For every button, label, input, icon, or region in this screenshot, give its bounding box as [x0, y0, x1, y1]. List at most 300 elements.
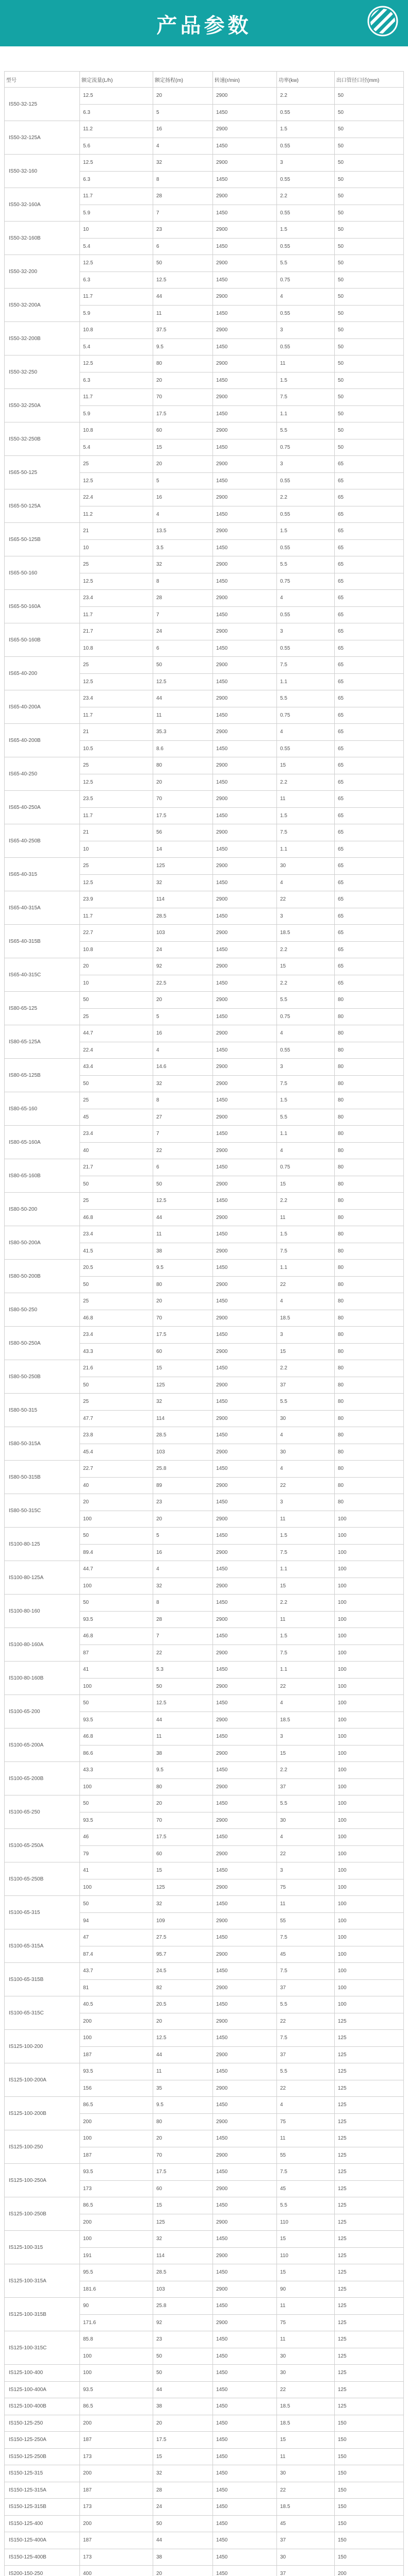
- value-cell: 41: [80, 1662, 153, 1679]
- table-row: [5, 1494, 404, 1511]
- value-cell: 46.8: [80, 1628, 153, 1645]
- value-cell: 80: [335, 1042, 404, 1059]
- value-cell: 1450: [213, 908, 277, 925]
- value-cell: 20: [153, 2013, 213, 2030]
- value-cell: 4: [277, 2097, 335, 2114]
- value-cell: 171.6: [80, 2314, 153, 2331]
- value-cell: 2900: [213, 824, 277, 841]
- model-cell: IS80-50-315C: [5, 1494, 80, 1528]
- value-cell: 11.7: [80, 289, 153, 306]
- value-cell: 12.5: [80, 88, 153, 105]
- value-cell: 7: [153, 606, 213, 623]
- value-cell: 100: [335, 1996, 404, 2013]
- value-cell: 100: [335, 1528, 404, 1545]
- value-cell: 1450: [213, 338, 277, 355]
- value-cell: 5.5: [277, 255, 335, 272]
- column-header: 出口管径口径(mm): [335, 72, 404, 88]
- value-cell: 38: [153, 1745, 213, 1762]
- model-cell: IS65-40-315C: [5, 958, 80, 992]
- value-cell: 8.6: [153, 740, 213, 757]
- value-cell: 2900: [213, 2113, 277, 2130]
- table-row: [5, 791, 404, 808]
- value-cell: 2900: [213, 1343, 277, 1360]
- value-cell: 2900: [213, 255, 277, 272]
- value-cell: 50: [335, 289, 404, 306]
- value-cell: 89.4: [80, 1544, 153, 1561]
- value-cell: 173: [80, 2448, 153, 2465]
- value-cell: 50: [335, 138, 404, 155]
- value-cell: 125: [335, 2214, 404, 2231]
- value-cell: 1450: [213, 2566, 277, 2576]
- value-cell: 45: [80, 1109, 153, 1126]
- page-header: [0, 0, 408, 46]
- model-cell: IS50-32-200A: [5, 289, 80, 322]
- model-cell: IS80-50-315A: [5, 1427, 80, 1461]
- value-cell: 7: [153, 1126, 213, 1143]
- value-cell: 11: [277, 2298, 335, 2315]
- table-row: [5, 2130, 404, 2147]
- value-cell: 12.5: [80, 255, 153, 272]
- value-cell: 1.1: [277, 405, 335, 422]
- table-row: [5, 2231, 404, 2248]
- value-cell: 1450: [213, 1762, 277, 1779]
- value-cell: 12.5: [80, 355, 153, 372]
- value-cell: 1450: [213, 2465, 277, 2482]
- table-header-row: [5, 72, 404, 88]
- value-cell: 80: [335, 1243, 404, 1260]
- value-cell: 20: [153, 88, 213, 105]
- value-cell: 80: [335, 1075, 404, 1092]
- value-cell: 23: [153, 1494, 213, 1511]
- value-cell: 100: [335, 1979, 404, 1996]
- model-cell: IS125-100-400A: [5, 2381, 80, 2398]
- value-cell: 35: [153, 2080, 213, 2097]
- value-cell: 65: [335, 975, 404, 992]
- table-row: [5, 1561, 404, 1578]
- value-cell: 7.5: [277, 1929, 335, 1946]
- value-cell: 43.4: [80, 1059, 153, 1076]
- model-cell: IS150-125-250A: [5, 2432, 80, 2449]
- value-cell: 11.7: [80, 389, 153, 406]
- value-cell: 103: [153, 1444, 213, 1461]
- value-cell: 125: [335, 2298, 404, 2315]
- model-cell: IS65-40-200: [5, 657, 80, 690]
- value-cell: 2900: [213, 1209, 277, 1226]
- value-cell: 56: [153, 824, 213, 841]
- table-row: [5, 456, 404, 473]
- value-cell: 44: [153, 2532, 213, 2549]
- value-cell: 2900: [213, 891, 277, 908]
- value-cell: 125: [153, 1879, 213, 1896]
- value-cell: 1.1: [277, 673, 335, 690]
- value-cell: 50: [153, 255, 213, 272]
- value-cell: 2900: [213, 2180, 277, 2197]
- value-cell: 65: [335, 807, 404, 824]
- table-row: [5, 88, 404, 105]
- model-cell: IS125-100-315A: [5, 2264, 80, 2298]
- value-cell: 17.5: [153, 405, 213, 422]
- value-cell: 114: [153, 891, 213, 908]
- model-cell: IS80-65-125: [5, 992, 80, 1025]
- table-row: [5, 1126, 404, 1143]
- value-cell: 5.3: [153, 1662, 213, 1679]
- value-cell: 3: [277, 1862, 335, 1879]
- value-cell: 0.75: [277, 439, 335, 456]
- value-cell: 1450: [213, 238, 277, 255]
- value-cell: 95.7: [153, 1946, 213, 1963]
- value-cell: 125: [153, 858, 213, 875]
- value-cell: 2900: [213, 2013, 277, 2030]
- value-cell: 2900: [213, 389, 277, 406]
- model-cell: IS80-50-250A: [5, 1327, 80, 1360]
- model-cell: IS50-32-160A: [5, 188, 80, 222]
- value-cell: 93.5: [80, 1711, 153, 1728]
- value-cell: 38: [153, 2549, 213, 2566]
- value-cell: 20: [80, 1494, 153, 1511]
- value-cell: 25: [80, 456, 153, 473]
- value-cell: 50: [335, 88, 404, 105]
- value-cell: 12.5: [153, 1695, 213, 1712]
- value-cell: 80: [335, 1059, 404, 1076]
- value-cell: 23.5: [80, 791, 153, 808]
- value-cell: 5.5: [277, 992, 335, 1009]
- value-cell: 32: [153, 2465, 213, 2482]
- value-cell: 43.7: [80, 1963, 153, 1980]
- value-cell: 2900: [213, 2147, 277, 2164]
- value-cell: 2.2: [277, 1193, 335, 1210]
- value-cell: 65: [335, 539, 404, 556]
- value-cell: 2900: [213, 657, 277, 674]
- value-cell: 70: [153, 1310, 213, 1327]
- model-cell: IS100-65-250: [5, 1795, 80, 1829]
- value-cell: 2900: [213, 1025, 277, 1042]
- table-row: [5, 1728, 404, 1745]
- value-cell: 47.7: [80, 1410, 153, 1427]
- value-cell: 80: [335, 1410, 404, 1427]
- value-cell: 1450: [213, 573, 277, 590]
- value-cell: 1450: [213, 1963, 277, 1980]
- value-cell: 2900: [213, 422, 277, 439]
- value-cell: 80: [335, 1209, 404, 1226]
- value-cell: 5.9: [80, 305, 153, 322]
- model-cell: IS65-40-250A: [5, 791, 80, 824]
- value-cell: 1.5: [277, 523, 335, 540]
- value-cell: 110: [277, 2247, 335, 2264]
- value-cell: 93.5: [80, 2381, 153, 2398]
- model-cell: IS50-32-250A: [5, 389, 80, 422]
- value-cell: 1450: [213, 1360, 277, 1377]
- value-cell: 1450: [213, 975, 277, 992]
- value-cell: 1450: [213, 2549, 277, 2566]
- model-cell: IS125-100-315C: [5, 2331, 80, 2365]
- value-cell: 1450: [213, 2331, 277, 2348]
- value-cell: 2900: [213, 88, 277, 105]
- value-cell: 94: [80, 1912, 153, 1929]
- value-cell: 2900: [213, 2214, 277, 2231]
- value-cell: 75: [277, 2314, 335, 2331]
- value-cell: 50: [335, 338, 404, 355]
- value-cell: 1450: [213, 405, 277, 422]
- model-cell: IS65-40-315A: [5, 891, 80, 925]
- value-cell: 2900: [213, 188, 277, 205]
- value-cell: 30: [277, 858, 335, 875]
- value-cell: 87: [80, 1645, 153, 1662]
- value-cell: 80: [153, 1778, 213, 1795]
- value-cell: 1450: [213, 104, 277, 121]
- value-cell: 50: [153, 2365, 213, 2382]
- value-cell: 1.1: [277, 841, 335, 858]
- model-cell: IS125-100-315: [5, 2231, 80, 2264]
- value-cell: 11: [277, 2331, 335, 2348]
- value-cell: 21.6: [80, 1360, 153, 1377]
- value-cell: 6: [153, 238, 213, 255]
- value-cell: 21: [80, 824, 153, 841]
- value-cell: 0.75: [277, 1008, 335, 1025]
- value-cell: 40.5: [80, 1996, 153, 2013]
- value-cell: 100: [335, 1611, 404, 1628]
- model-cell: IS100-65-315A: [5, 1929, 80, 1963]
- value-cell: 25: [80, 657, 153, 674]
- value-cell: 200: [80, 2013, 153, 2030]
- model-cell: IS80-65-160: [5, 1092, 80, 1126]
- value-cell: 37: [277, 1778, 335, 1795]
- value-cell: 100: [335, 1628, 404, 1645]
- column-header: 转速(r/min): [213, 72, 277, 88]
- value-cell: 18.5: [277, 2499, 335, 2516]
- value-cell: 150: [335, 2432, 404, 2449]
- value-cell: 15: [153, 439, 213, 456]
- value-cell: 65: [335, 506, 404, 523]
- value-cell: 1450: [213, 2515, 277, 2532]
- value-cell: 125: [335, 2030, 404, 2047]
- value-cell: 80: [153, 355, 213, 372]
- table-row: [5, 724, 404, 741]
- value-cell: 18.5: [277, 2415, 335, 2432]
- value-cell: 114: [153, 2247, 213, 2264]
- value-cell: 37: [277, 2046, 335, 2063]
- value-cell: 80: [335, 1126, 404, 1143]
- value-cell: 1450: [213, 2415, 277, 2432]
- value-cell: 100: [335, 1745, 404, 1762]
- value-cell: 50: [80, 1075, 153, 1092]
- model-cell: IS80-50-315: [5, 1394, 80, 1427]
- value-cell: 1450: [213, 2432, 277, 2449]
- value-cell: 6: [153, 640, 213, 657]
- value-cell: 65: [335, 891, 404, 908]
- value-cell: 11: [277, 791, 335, 808]
- value-cell: 1450: [213, 205, 277, 222]
- table-row: [5, 657, 404, 674]
- value-cell: 17.5: [153, 2164, 213, 2181]
- value-cell: 3: [277, 155, 335, 172]
- model-cell: IS50-32-160: [5, 155, 80, 188]
- value-cell: 95.5: [80, 2264, 153, 2281]
- value-cell: 1450: [213, 807, 277, 824]
- value-cell: 7.5: [277, 1645, 335, 1662]
- value-cell: 82: [153, 1979, 213, 1996]
- value-cell: 1.5: [277, 222, 335, 239]
- table-row: [5, 2197, 404, 2214]
- model-cell: IS65-50-125B: [5, 523, 80, 556]
- value-cell: 93.5: [80, 2164, 153, 2181]
- table-row: [5, 2331, 404, 2348]
- value-cell: 18.5: [277, 925, 335, 942]
- value-cell: 17.5: [153, 2432, 213, 2449]
- value-cell: 37: [277, 1377, 335, 1394]
- value-cell: 100: [80, 1778, 153, 1795]
- value-cell: 5.5: [277, 2063, 335, 2080]
- value-cell: 1450: [213, 1862, 277, 1879]
- table-row: [5, 2499, 404, 2516]
- value-cell: 40: [80, 1142, 153, 1159]
- value-cell: 125: [335, 2080, 404, 2097]
- value-cell: 50: [335, 171, 404, 188]
- model-cell: IS100-65-250A: [5, 1829, 80, 1862]
- value-cell: 10: [80, 975, 153, 992]
- value-cell: 100: [335, 1578, 404, 1595]
- value-cell: 8: [153, 1092, 213, 1109]
- value-cell: 17.5: [153, 1829, 213, 1846]
- value-cell: 1450: [213, 1929, 277, 1946]
- value-cell: 125: [335, 2130, 404, 2147]
- table-row: [5, 422, 404, 439]
- value-cell: 25.8: [153, 2298, 213, 2315]
- value-cell: 22: [277, 1678, 335, 1695]
- value-cell: 24: [153, 2499, 213, 2516]
- value-cell: 65: [335, 757, 404, 774]
- value-cell: 125: [335, 2247, 404, 2264]
- value-cell: 12.5: [80, 774, 153, 791]
- value-cell: 44: [153, 289, 213, 306]
- value-cell: 65: [335, 707, 404, 724]
- value-cell: 80: [335, 1276, 404, 1293]
- value-cell: 50: [153, 2348, 213, 2365]
- value-cell: 2.2: [277, 188, 335, 205]
- value-cell: 55: [277, 1912, 335, 1929]
- value-cell: 1450: [213, 874, 277, 891]
- value-cell: 22: [277, 2381, 335, 2398]
- value-cell: 1450: [213, 1226, 277, 1243]
- column-header: 额定流量(L/h): [80, 72, 153, 88]
- table-row: [5, 155, 404, 172]
- value-cell: 1450: [213, 1896, 277, 1913]
- value-cell: 4: [277, 1025, 335, 1042]
- value-cell: 1450: [213, 673, 277, 690]
- value-cell: 2900: [213, 1879, 277, 1896]
- value-cell: 22: [153, 1142, 213, 1159]
- value-cell: 6.3: [80, 171, 153, 188]
- value-cell: 65: [335, 740, 404, 757]
- value-cell: 1450: [213, 1628, 277, 1645]
- value-cell: 100: [335, 1595, 404, 1612]
- value-cell: 1450: [213, 1327, 277, 1344]
- value-cell: 0.55: [277, 640, 335, 657]
- value-cell: 17.5: [153, 1327, 213, 1344]
- value-cell: 1450: [213, 841, 277, 858]
- table-row: [5, 1226, 404, 1243]
- value-cell: 200: [335, 2566, 404, 2576]
- value-cell: 114: [153, 1410, 213, 1427]
- value-cell: 0.75: [277, 1159, 335, 1176]
- value-cell: 1.5: [277, 1092, 335, 1109]
- value-cell: 100: [80, 2348, 153, 2365]
- value-cell: 20: [153, 774, 213, 791]
- value-cell: 37: [277, 2566, 335, 2576]
- value-cell: 2900: [213, 1176, 277, 1193]
- value-cell: 3: [277, 623, 335, 640]
- value-cell: 41.5: [80, 1243, 153, 1260]
- value-cell: 2900: [213, 523, 277, 540]
- value-cell: 125: [335, 2180, 404, 2197]
- value-cell: 20: [153, 2415, 213, 2432]
- value-cell: 1450: [213, 1494, 277, 1511]
- model-cell: IS65-50-160A: [5, 590, 80, 623]
- value-cell: 1450: [213, 1662, 277, 1679]
- value-cell: 100: [335, 1963, 404, 1980]
- value-cell: 5.9: [80, 205, 153, 222]
- value-cell: 50: [335, 238, 404, 255]
- value-cell: 100: [335, 1728, 404, 1745]
- value-cell: 92: [153, 2314, 213, 2331]
- value-cell: 80: [335, 1025, 404, 1042]
- value-cell: 32: [153, 2231, 213, 2248]
- value-cell: 2900: [213, 1444, 277, 1461]
- value-cell: 2900: [213, 1410, 277, 1427]
- table-row: [5, 389, 404, 406]
- model-cell: IS150-125-400: [5, 2515, 80, 2532]
- value-cell: 12.5: [80, 874, 153, 891]
- value-cell: 44: [153, 1209, 213, 1226]
- model-cell: IS50-32-125: [5, 88, 80, 121]
- value-cell: 100: [80, 2030, 153, 2047]
- value-cell: 10.8: [80, 640, 153, 657]
- value-cell: 21.7: [80, 1159, 153, 1176]
- model-cell: IS125-100-400: [5, 2365, 80, 2382]
- value-cell: 2900: [213, 1645, 277, 1662]
- value-cell: 32: [153, 1394, 213, 1411]
- table-row: [5, 2264, 404, 2281]
- value-cell: 65: [335, 958, 404, 975]
- value-cell: 4: [277, 1461, 335, 1478]
- value-cell: 65: [335, 690, 404, 707]
- value-cell: 187: [80, 2046, 153, 2063]
- value-cell: 173: [80, 2180, 153, 2197]
- value-cell: 79: [80, 1845, 153, 1862]
- value-cell: 50: [335, 272, 404, 289]
- value-cell: 50: [335, 255, 404, 272]
- value-cell: 125: [335, 2097, 404, 2114]
- value-cell: 80: [335, 992, 404, 1009]
- value-cell: 22: [277, 2013, 335, 2030]
- value-cell: 200: [80, 2415, 153, 2432]
- value-cell: 65: [335, 640, 404, 657]
- value-cell: 0.55: [277, 506, 335, 523]
- value-cell: 10.8: [80, 941, 153, 958]
- value-cell: 1450: [213, 1159, 277, 1176]
- value-cell: 22: [277, 891, 335, 908]
- model-cell: IS125-100-400B: [5, 2398, 80, 2415]
- model-cell: IS80-65-125A: [5, 1025, 80, 1059]
- value-cell: 7.5: [277, 389, 335, 406]
- value-cell: 11: [277, 2130, 335, 2147]
- value-cell: 100: [335, 1896, 404, 1913]
- value-cell: 11: [153, 1226, 213, 1243]
- value-cell: 80: [335, 1343, 404, 1360]
- value-cell: 173: [80, 2549, 153, 2566]
- value-cell: 1450: [213, 707, 277, 724]
- value-cell: 65: [335, 657, 404, 674]
- model-cell: IS100-80-160B: [5, 1662, 80, 1695]
